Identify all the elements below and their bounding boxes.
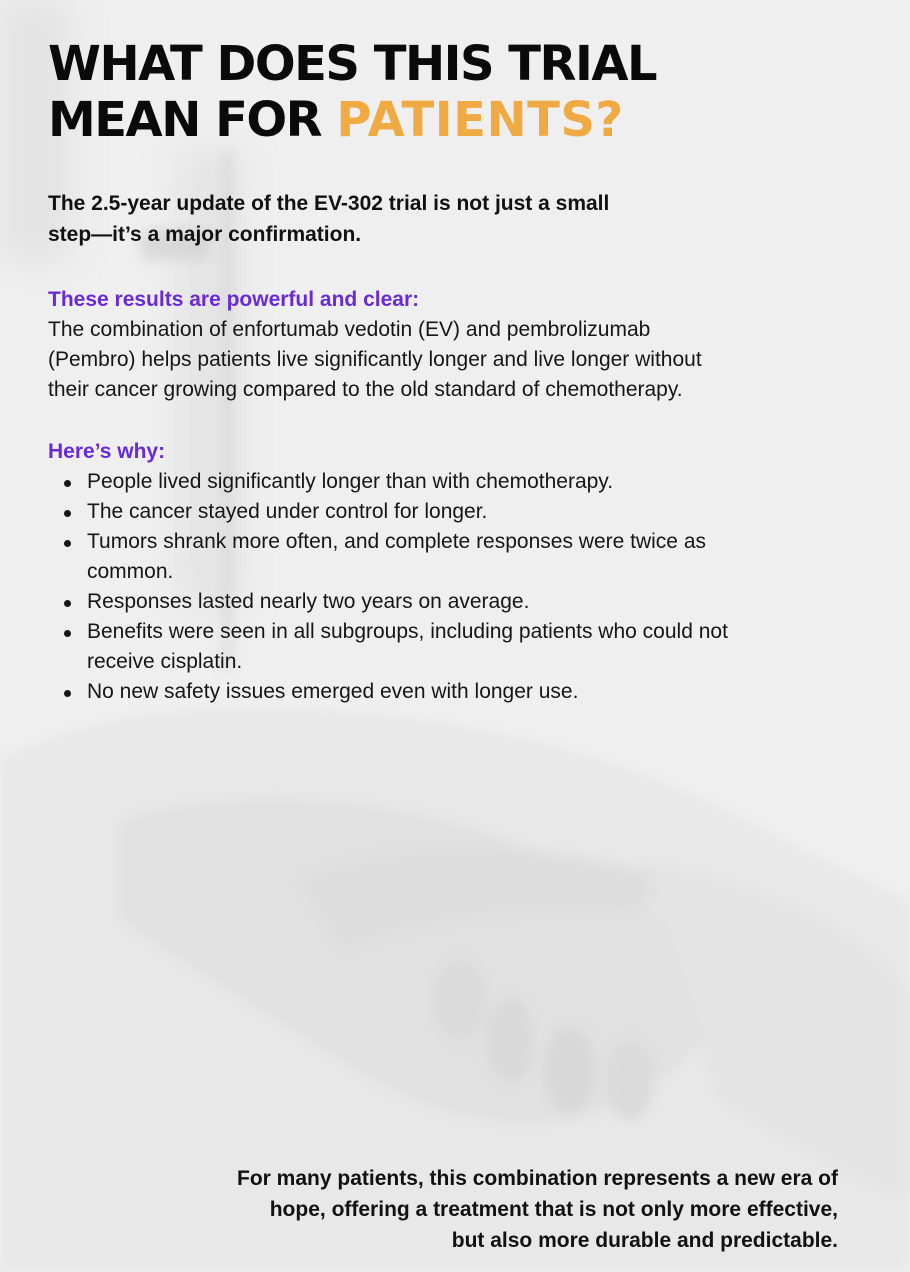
title-line-2-prefix: MEAN FOR <box>48 92 337 148</box>
why-section <box>48 437 848 707</box>
closing-statement <box>138 1163 838 1256</box>
list-item <box>48 497 848 527</box>
page-title <box>48 36 868 148</box>
list-item <box>48 587 848 617</box>
list-item-text: Benefits were seen in all subgroups, including patients who could not <box>87 620 728 643</box>
list-item-text: Responses lasted nearly two years on average. <box>87 590 530 613</box>
list-item-text: Tumors shrank more often, and complete responses were twice as <box>87 530 706 553</box>
bullet-icon <box>64 540 71 547</box>
results-heading: These results are powerful and clear: <box>48 288 420 311</box>
list-item-text: People lived significantly longer than with chemotherapy. <box>87 470 614 493</box>
closing-line-3: but also more durable and predictable. <box>451 1229 838 1252</box>
list-item-text: The cancer stayed under control for longer. <box>87 500 488 523</box>
results-line-1: The combination of enfortumab vedotin (EV) and pembrolizumab <box>48 318 651 341</box>
list-item <box>48 467 848 497</box>
intro-statement <box>48 188 748 250</box>
intro-line-1: The 2.5-year update of the EV-302 trial is not just a small <box>48 192 610 215</box>
bullet-icon <box>64 480 71 487</box>
why-heading: Here’s why: <box>48 440 166 463</box>
intro-line-2: step—it’s a major confirmation. <box>48 223 362 246</box>
list-item <box>48 677 848 707</box>
title-accent-word: PATIENTS? <box>336 92 624 148</box>
bullet-icon <box>64 690 71 697</box>
list-item-text-continued: common. <box>87 560 174 583</box>
closing-line-2: hope, offering a treatment that is not only more effective, <box>269 1198 838 1221</box>
list-item-text-continued: receive cisplatin. <box>87 650 243 673</box>
list-item <box>48 617 848 677</box>
list-item-text: No new safety issues emerged even with longer use. <box>87 680 579 703</box>
bullet-icon <box>64 510 71 517</box>
closing-line-1: For many patients, this combination represents a new era of <box>237 1167 838 1190</box>
results-paragraph <box>48 315 848 405</box>
bullet-icon <box>64 630 71 637</box>
bullet-icon <box>64 600 71 607</box>
reasons-list <box>48 467 848 707</box>
title-line-1: WHAT DOES THIS TRIAL <box>48 36 657 92</box>
results-section <box>48 285 848 405</box>
results-line-3: their cancer growing compared to the old standard of chemotherapy. <box>48 378 683 401</box>
list-item <box>48 527 848 587</box>
results-line-2: (Pembro) helps patients live significantly longer and live longer without <box>48 348 702 371</box>
